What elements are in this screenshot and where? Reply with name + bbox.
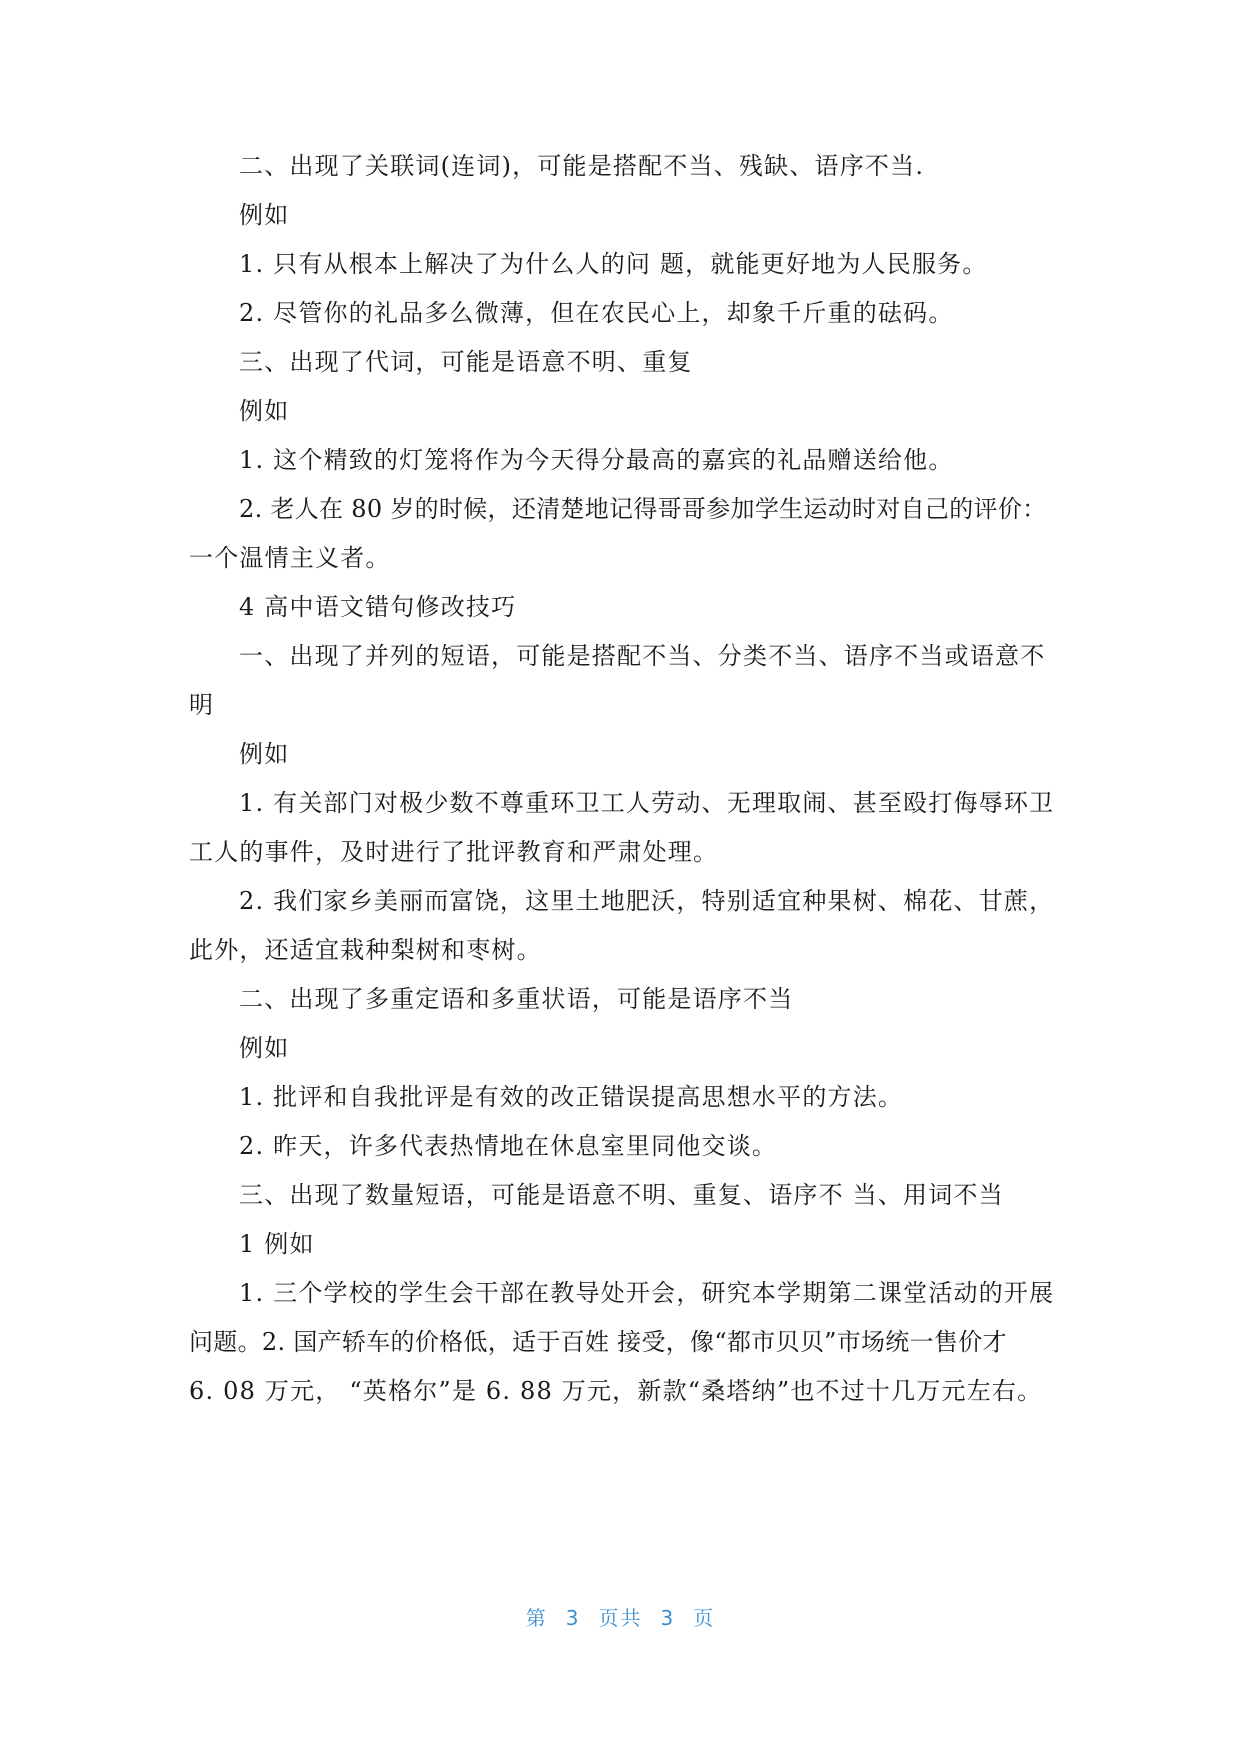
- example-sentence-continued: 工人的事件，及时进行了批评教育和严肃处理。: [189, 838, 719, 866]
- chapter-title: 4 高中语文错句修改技巧: [239, 593, 517, 621]
- example-label: 例如: [239, 1034, 290, 1062]
- example-sentence: 1. 三个学校的学生会干部在教导处开会，研究本学期第二课堂活动的开展: [239, 1279, 1055, 1307]
- example-sentence-continued: 问题。2. 国产轿车的价格低，适于百姓 接受，像“都市贝贝”市场统一售价才: [189, 1328, 1007, 1356]
- section-heading: 二、出现了关联词(连词)，可能是搭配不当、残缺、语序不当.: [239, 152, 925, 180]
- footer-total-pages: 3: [660, 1606, 676, 1630]
- example-sentence-continued: 6. 08 万元， “英格尔”是 6. 88 万元，新款“桑塔纳”也不过十几万元左右。: [189, 1377, 1043, 1405]
- example-sentence: 2. 尽管你的礼品多么微薄，但在农民心上，却象千斤重的砝码。: [239, 299, 954, 327]
- section-heading-continued: 明: [189, 691, 215, 719]
- footer-ye-gong: 页共: [598, 1606, 643, 1630]
- example-sentence: 1. 这个精致的灯笼将作为今天得分最高的嘉宾的礼品赠送给他。: [239, 446, 954, 474]
- footer-di: 第: [525, 1606, 548, 1630]
- section-heading: 三、出现了代词，可能是语意不明、重复: [239, 348, 693, 376]
- example-label: 例如: [239, 740, 290, 768]
- example-label: 例如: [239, 201, 290, 229]
- example-sentence: 2. 我们家乡美丽而富饶，这里土地肥沃，特别适宜种果树、棉花、甘蔗，: [239, 887, 1055, 915]
- section-heading: 一、出现了并列的短语，可能是搭配不当、分类不当、语序不当或语意不: [239, 642, 1046, 670]
- document-body: [189, 142, 1057, 1416]
- section-heading: 三、出现了数量短语，可能是语意不明、重复、语序不 当、用词不当: [239, 1181, 1004, 1209]
- example-sentence: 2. 昨天，许多代表热情地在休息室里同他交谈。: [239, 1132, 778, 1160]
- example-sentence: 1. 批评和自我批评是有效的改正错误提高思想水平的方法。: [239, 1083, 904, 1111]
- footer-current-page: 3: [565, 1606, 581, 1630]
- example-sentence: 1. 有关部门对极少数不尊重环卫工人劳动、无理取闹、甚至殴打侮辱环卫: [239, 789, 1055, 817]
- footer-ye: 页: [693, 1606, 716, 1630]
- section-heading: 二、出现了多重定语和多重状语，可能是语序不当: [239, 985, 794, 1013]
- example-label: 1 例如: [239, 1230, 315, 1258]
- example-label: 例如: [239, 397, 290, 425]
- example-sentence-continued: 此外，还适宜栽种梨树和枣树。: [189, 936, 542, 964]
- example-sentence: 2. 老人在 80 岁的时候，还清楚地记得哥哥参加学生运动时对自己的评价：: [239, 495, 1047, 523]
- example-sentence: 1. 只有从根本上解决了为什么人的问 题，就能更好地为人民服务。: [239, 250, 988, 278]
- example-sentence-continued: 一个温情主义者。: [189, 544, 391, 572]
- page-footer: [0, 1602, 1241, 1631]
